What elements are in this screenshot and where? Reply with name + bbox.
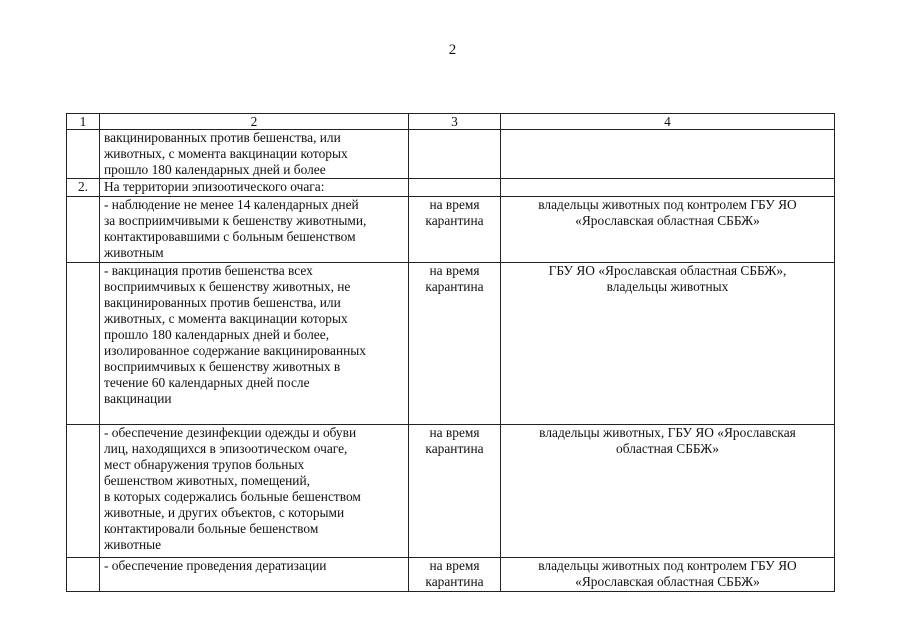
responsible-line: областная СББЖ» (616, 441, 719, 456)
measure-line: бешенством животных, помещений, (104, 473, 310, 488)
responsible-cell (501, 425, 835, 558)
measure-line: животных, с момента вакцинации которых (104, 311, 348, 326)
responsible-line: ГБУ ЯО «Ярославская областная СББЖ», (548, 263, 787, 278)
row-number: 2. (67, 179, 100, 197)
row-number (67, 263, 100, 425)
row-number (67, 197, 100, 263)
column-header: 3 (409, 114, 501, 130)
measure-line: за восприимчивыми к бешенству животными, (104, 213, 367, 228)
responsible-cell (501, 558, 835, 592)
measure-line: животные (104, 537, 162, 552)
measure-line: На территории эпизоотического очага: (104, 179, 325, 194)
measure-cell (100, 425, 409, 558)
measure-line: - вакцинация против бешенства всех (104, 263, 313, 278)
measure-line: животных, с момента вакцинации которых (104, 146, 348, 161)
measure-line: течение 60 календарных дней после (104, 375, 310, 390)
period-line: на время (429, 263, 480, 278)
table-row (67, 179, 835, 197)
measure-line: лиц, находящихся в эпизоотическом очаге, (104, 441, 348, 456)
period-line: карантина (425, 574, 484, 589)
measure-line: - обеспечение дезинфекции одежды и обуви (104, 425, 357, 440)
responsible-line: «Ярославская областная СББЖ» (575, 213, 760, 228)
measure-line: изолированное содержание вакцинированных (104, 343, 366, 358)
responsible-line: владельцы животных, ГБУ ЯО «Ярославская (539, 425, 796, 440)
period-line: карантина (425, 279, 484, 294)
measure-line: животным (104, 245, 164, 260)
measure-line: восприимчивых к бешенству животных в (104, 359, 341, 374)
responsible-cell (501, 197, 835, 263)
measure-line: контактировавшими с больным бешенством (104, 229, 356, 244)
table-row (67, 425, 835, 558)
responsible-line: владельцы животных под контролем ГБУ ЯО (538, 558, 797, 573)
column-header: 1 (67, 114, 100, 130)
responsible-line: владельцы животных (606, 279, 729, 294)
measure-line: контактировали больные бешенством (104, 521, 319, 536)
measure-line: восприимчивых к бешенству животных, не (104, 279, 351, 294)
period-line: на время (429, 425, 480, 440)
row-number (67, 130, 100, 179)
measure-line: животные, и других объектов, с которыми (104, 505, 345, 520)
measure-line: вакцинированных против бешенства, или (104, 295, 341, 310)
measure-line: прошло 180 календарных дней и более, (104, 327, 330, 342)
table-row (67, 130, 835, 179)
row-number (67, 425, 100, 558)
measure-line: мест обнаружения трупов больных (104, 457, 305, 472)
measures-table (66, 113, 835, 592)
measure-line: - обеспечение проведения дератизации (104, 558, 327, 573)
period-line: на время (429, 197, 480, 212)
table-row (67, 558, 835, 592)
measure-cell (100, 558, 409, 592)
period-line: карантина (425, 441, 484, 456)
column-header: 2 (100, 114, 409, 130)
period-line: карантина (425, 213, 484, 228)
period-line: на время (429, 558, 480, 573)
measure-line: прошло 180 календарных дней и более (104, 162, 326, 177)
period-cell (409, 425, 501, 558)
measure-cell (100, 197, 409, 263)
measure-line: вакцинации (104, 391, 172, 406)
measure-line: - наблюдение не менее 14 календарных дней (104, 197, 359, 212)
column-header: 4 (501, 114, 835, 130)
responsible-line: «Ярославская областная СББЖ» (575, 574, 760, 589)
table-row (67, 263, 835, 425)
responsible-cell (501, 263, 835, 425)
measure-cell (100, 263, 409, 425)
responsible-cell (501, 179, 835, 197)
measure-line: в которых содержались больные бешенством (104, 489, 361, 504)
responsible-line: владельцы животных под контролем ГБУ ЯО (538, 197, 797, 212)
measure-cell (100, 179, 409, 197)
period-cell (409, 263, 501, 425)
responsible-cell (501, 130, 835, 179)
table-row (67, 197, 835, 263)
period-cell (409, 558, 501, 592)
table-header-row (67, 114, 835, 130)
row-number (67, 558, 100, 592)
page-number: 2 (448, 42, 457, 58)
period-cell (409, 197, 501, 263)
period-cell (409, 179, 501, 197)
period-cell (409, 130, 501, 179)
measure-line: вакцинированных против бешенства, или (104, 130, 341, 145)
measure-cell (100, 130, 409, 179)
